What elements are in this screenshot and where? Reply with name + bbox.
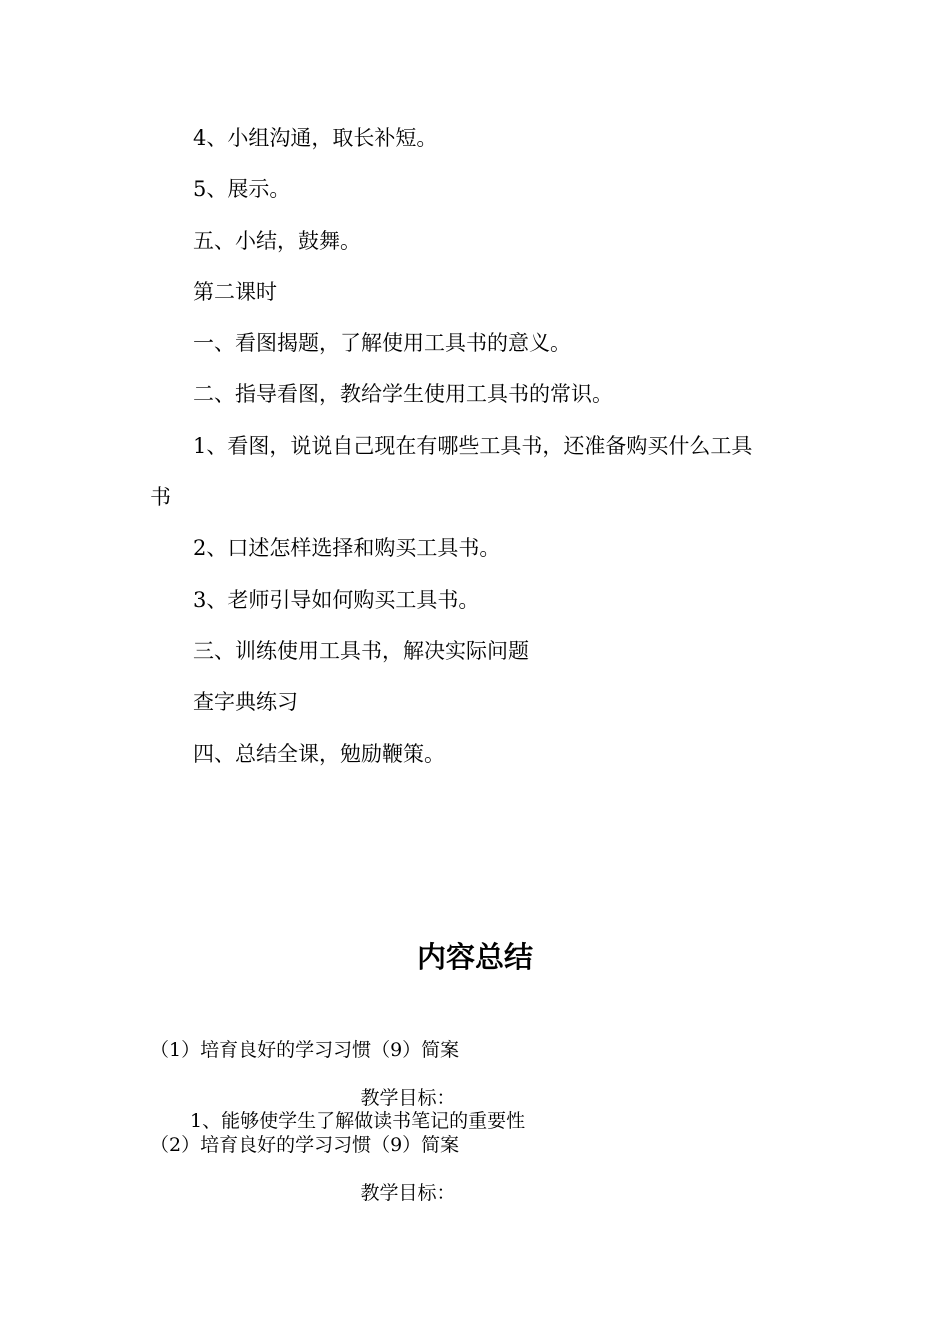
summary-title: 内容总结 bbox=[416, 940, 533, 974]
summary-item-1-goal-text: 1、能够使学生了解做读书笔记的重要性 bbox=[190, 1110, 526, 1132]
body-line-10: 3、老师引导如何购买工具书。 bbox=[193, 588, 480, 612]
body-line-7: 1、看图，说说自己现在有哪些工具书，还准备购买什么工具 bbox=[193, 434, 753, 458]
body-line-8: 书 bbox=[150, 485, 171, 509]
summary-item-1-goal-label: 教学目标： bbox=[360, 1087, 456, 1109]
body-line-13: 四、总结全课，勉励鞭策。 bbox=[193, 742, 445, 766]
summary-item-2-title: （2）培育良好的学习习惯（9）简案 bbox=[150, 1134, 460, 1156]
lesson-heading: 第二课时 bbox=[193, 280, 277, 304]
body-line-3: 五、小结，鼓舞。 bbox=[193, 229, 361, 253]
body-line-11: 三、训练使用工具书，解决实际问题 bbox=[193, 639, 529, 663]
body-line-9: 2、口述怎样选择和购买工具书。 bbox=[193, 536, 501, 560]
body-line-1: 4、小组沟通，取长补短。 bbox=[193, 126, 438, 150]
body-line-12: 查字典练习 bbox=[193, 690, 298, 714]
summary-item-1-title: （1）培育良好的学习习惯（9）简案 bbox=[150, 1039, 460, 1061]
body-line-6: 二、指导看图，教给学生使用工具书的常识。 bbox=[193, 382, 613, 406]
summary-item-2-goal-label: 教学目标： bbox=[360, 1182, 456, 1204]
body-line-2: 5、展示。 bbox=[193, 177, 291, 201]
body-line-5: 一、看图揭题，了解使用工具书的意义。 bbox=[193, 331, 571, 355]
